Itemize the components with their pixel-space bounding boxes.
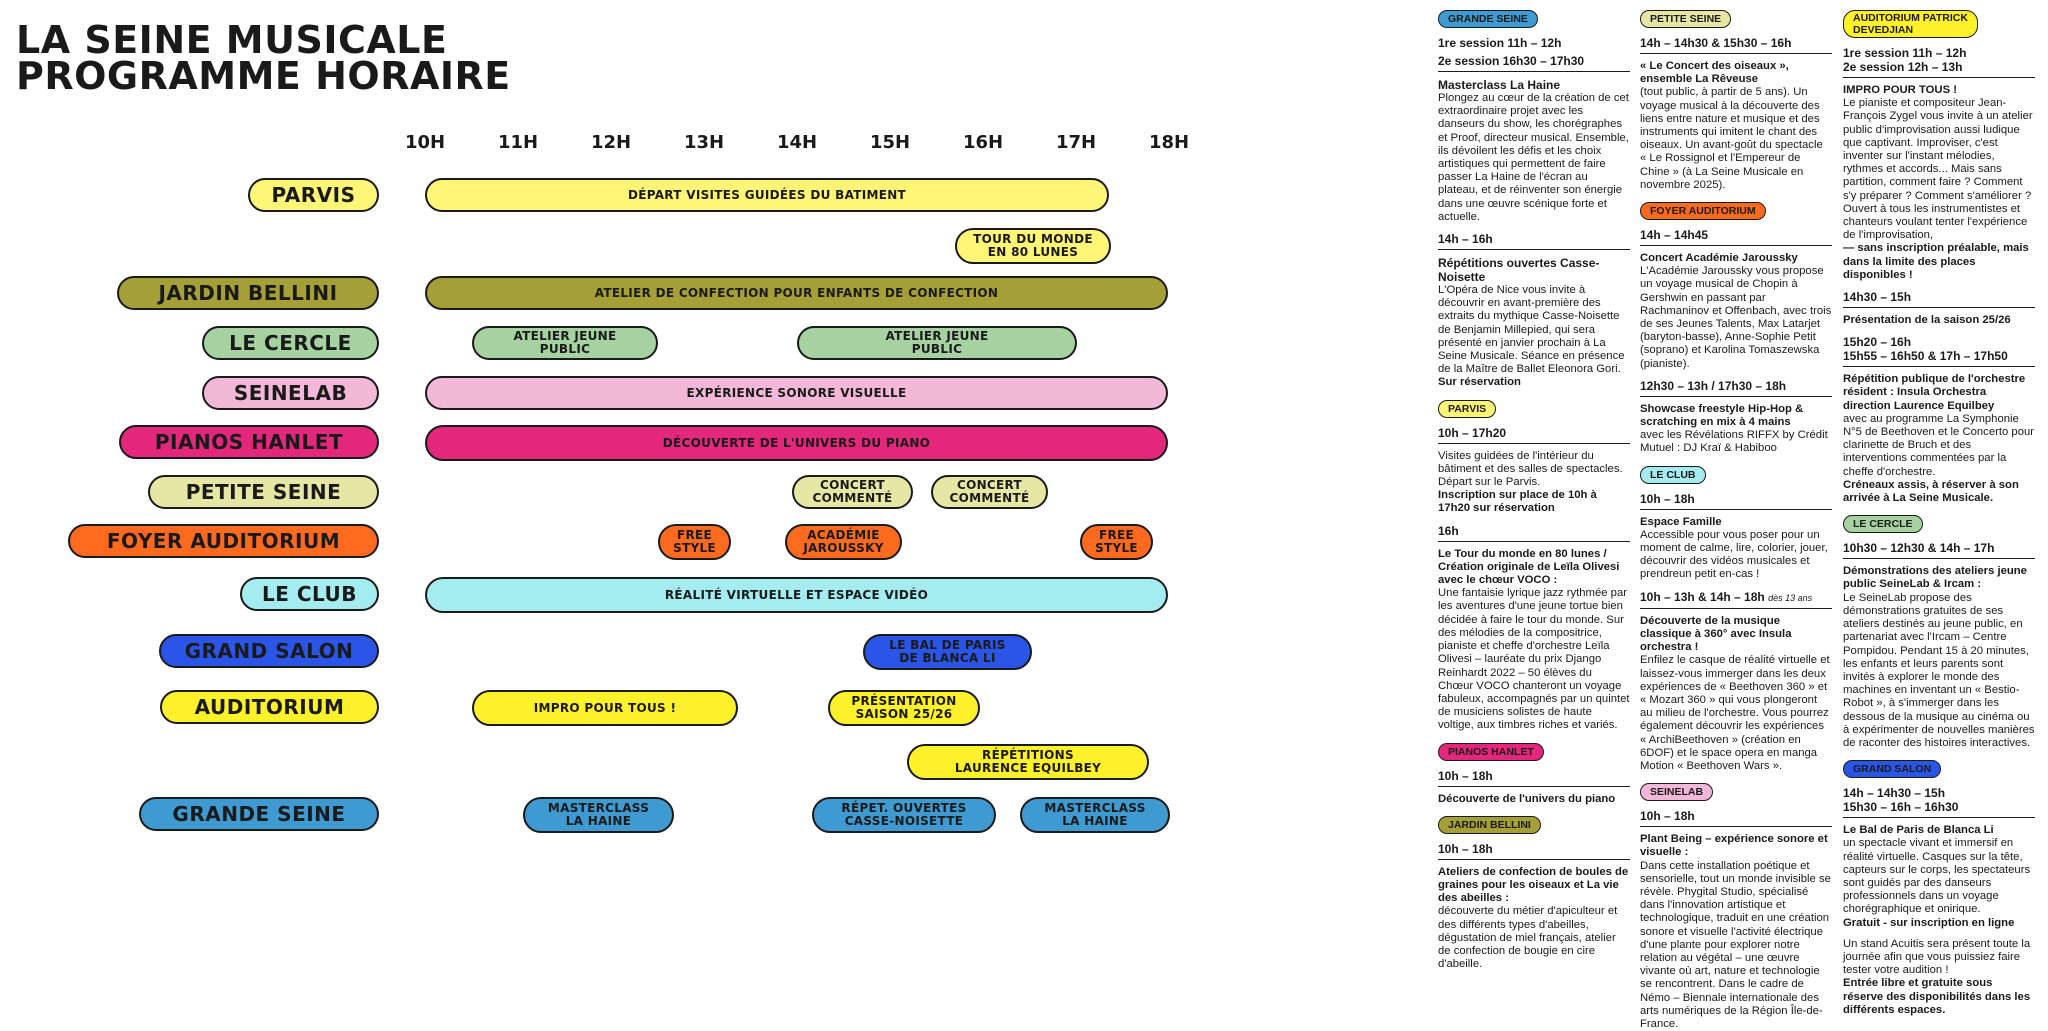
event-description: Enfilez le casque de réalité virtuelle et laissez-vous immerger dans les deux expériences de « Beethoven 360 » et « Mozart 360 » qui vous plongeront au milieu de l'orchestre. Vous pourrez également découvrir les expériences « ArchiBeethoven » (création en 6DOF) et le space opera en manga Motion « Beethoven Wars ». [1640, 654, 1830, 772]
title-line-2: PROGRAMME HORAIRE [16, 54, 511, 98]
event-label: TOUR DU MONDE [973, 232, 1093, 246]
hour-label: 14H [776, 132, 818, 153]
time-label: 15h30 – 16h – 16h30 [1843, 800, 2035, 818]
page-title [16, 18, 511, 98]
event-label: PUBLIC [911, 342, 963, 356]
event-description: découverte du métier d'apiculteur et des différents types d'abeilles, dégustation de miel français, atelier de confection de bougie en cire d'abeille. [1438, 905, 1618, 971]
event-description: Visites guidées de l'intérieur du bâtiment et des salles de spectacles. Départ sur le Parvis. [1438, 449, 1623, 489]
time-label: 16h [1438, 524, 1630, 542]
event-label: JAROUSSKY [803, 541, 884, 555]
event-description: Un stand Acuitis sera présent toute la journée afin que vous puissiez faire tester votre audition ! [1843, 937, 2031, 977]
time-label: 14h30 – 15h [1843, 290, 2035, 308]
event-note: Créneaux assis, à réserver à son arrivée à La Seine Musicale. [1843, 478, 2019, 505]
time-label: 2e session 16h30 – 17h30 [1438, 54, 1630, 72]
event-label: FREE [676, 528, 713, 542]
event-label: LA HAINE [1062, 814, 1128, 828]
event-heading: Masterclass La Haine [1438, 78, 1561, 92]
event-masterclass-1 [523, 797, 674, 833]
event-note: Entrée libre et gratuite sous réserve des disponibilités dans les différents espaces. [1843, 977, 2031, 1016]
event-label: SAISON 25/26 [855, 707, 953, 721]
event-concert-commente-2 [931, 475, 1048, 509]
event-label: CASSE-NOISETTE [844, 814, 964, 828]
venue-petite-seine: PETITE SEINE [148, 475, 379, 509]
event-description: L'Académie Jaroussky vous propose un voyage musical de Chopin à Gershwin en passant par Rachmaninov et Offenbach, avec trois de ses Jeunes Talents, Max Latarjet (baryton-basse), Anne-Sophie Petit (soprano) et Karolina Tomaszewska (pianiste). [1640, 265, 1832, 370]
event-decouverte-piano: DÉCOUVERTE DE L'UNIVERS DU PIANO [425, 425, 1168, 461]
time-label: 2e session 12h – 13h [1843, 60, 2035, 78]
tag-le-club: LE CLUB [1640, 466, 1706, 484]
event-description: un spectacle vivant et immersif en réalité virtuelle. Casques sur la tête, capteurs sur le corps, les spectateurs sont guidés par des danseurs professionnels dans un voyage chorégraphique et onirique. [1843, 837, 2031, 916]
tag-label: AUDITORIUM PATRICK [1853, 12, 1968, 24]
event-heading: Le Bal de Paris de Blanca Li [1843, 824, 1994, 837]
details-column-3 [1843, 8, 2035, 1017]
time-label: 15h55 – 16h50 & 17h – 17h50 [1843, 349, 2035, 367]
event-label: MASTERCLASS [1044, 801, 1146, 815]
event-label: CONCERT [956, 478, 1023, 492]
event-free-style-2 [1080, 524, 1153, 560]
event-label: STYLE [673, 541, 716, 555]
hour-label: 12H [590, 132, 632, 153]
venue-jardin-bellini: JARDIN BELLINI [117, 276, 379, 310]
venue-le-club: LE CLUB [240, 577, 379, 611]
venue-pianos-hanlet: PIANOS HANLET [119, 425, 379, 459]
hour-label: 13H [683, 132, 725, 153]
tag-parvis: PARVIS [1438, 400, 1496, 418]
time-label: 12h30 – 13h / 17h30 – 18h [1640, 379, 1832, 397]
event-atelier-jeune-public-1 [472, 326, 658, 360]
time-label: 14h – 16h [1438, 232, 1630, 250]
event-heading: Répétitions ouvertes Casse-Noisette [1438, 256, 1600, 285]
venue-grand-salon: GRAND SALON [159, 634, 379, 668]
event-concert-commente-1 [792, 475, 913, 509]
time-label: 10h – 17h20 [1438, 426, 1630, 444]
event-description: Accessible pour vous poser pour un moment de calme, lire, colorier, jouer, découvrir des vidéos musicales et prendreun petit en-cas ! [1640, 528, 1828, 581]
tag-auditorium-patrick-devedjian [1843, 10, 1978, 38]
event-label: RÉPET. OUVERTES [841, 801, 967, 815]
event-heading: Ateliers de confection de boules de graines pour les oiseaux et La vie des abeilles : [1438, 865, 1629, 905]
time-value: 10h – 13h & 14h – 18h [1640, 589, 1765, 604]
tag-jardin-bellini: JARDIN BELLINI [1438, 816, 1541, 834]
event-description: Une fantaisie lyrique jazz rythmée par les aventures d'une jeune tortue bien décidée à faire le tour du monde. Sur des mélodies de la compositrice, pianiste et cheffe d'orchestre Leïla Olivesi – lauréate du prix Django Reinhardt 2022 – 50 élèves du Chœur VOCO chanteront un voyage fabuleux, accompagnés par un quintet de musiciens solistes de haute voltige, aux timbres riches et variés. [1438, 587, 1630, 732]
event-description: Découverte de l'univers du piano [1438, 792, 1616, 805]
event-free-style-1 [658, 524, 731, 560]
event-description: Le SeineLab propose des démonstrations gratuites de ses ateliers destinés au jeune public, en partenariat avec l'Ircam – Centre Pompidou. Pendant 15 à 20 minutes, les enfants et leurs parents sont invités à explorer le monde des machines en inventant un « Bestio-Robot », à s'immerger dans les dessous de la musique au cinéma ou à expérimenter de nouvelles manières de raconter des histoires interactives. [1843, 591, 2035, 749]
event-presentation-saison [828, 690, 980, 726]
event-label: LAURENCE EQUILBEY [954, 761, 1102, 775]
event-bal-de-paris [863, 634, 1032, 670]
event-masterclass-2 [1020, 797, 1170, 833]
event-heading: Showcase freestyle Hip-Hop & scratching en mix à 4 mains [1640, 402, 1804, 429]
event-label: ACADÉMIE [807, 528, 880, 542]
tag-grande-seine: GRANDE SEINE [1438, 10, 1538, 28]
time-label: 10h30 – 12h30 & 14h – 17h [1843, 541, 2035, 559]
event-note: — sans inscription préalable, mais dans la limite des places disponibles ! [1843, 242, 2029, 281]
venue-foyer-auditorium: FOYER AUDITORIUM [68, 524, 379, 558]
event-label: MASTERCLASS [547, 801, 650, 815]
event-heading: « Le Concert des oiseaux », ensemble La Rêveuse [1640, 60, 1789, 86]
event-academie-jaroussky [785, 524, 902, 560]
event-label: PRÉSENTATION [851, 694, 957, 708]
age-note: dès 13 ans [1768, 592, 1813, 603]
event-atelier-jeune-public-2 [797, 326, 1077, 360]
tag-foyer-auditorium: FOYER AUDITORIUM [1640, 202, 1766, 220]
hour-label: 11H [497, 132, 539, 153]
event-tour-du-monde [955, 228, 1111, 264]
event-atelier-confection: ATELIER DE CONFECTION POUR ENFANTS DE CONFECTION [425, 276, 1168, 310]
event-heading: Plant Being – expérience sonore et visuelle : [1640, 833, 1828, 859]
event-heading: Répétition publique de l'orchestre résident : Insula Orchestra direction Laurence Equilbey [1843, 373, 2026, 412]
hour-label: 16H [962, 132, 1004, 153]
event-visites-guidees: DÉPART VISITES GUIDÉES DU BATIMENT [425, 178, 1109, 212]
time-label: 14h – 14h45 [1640, 228, 1832, 246]
tag-petite-seine: PETITE SEINE [1640, 10, 1731, 28]
event-description: (tout public, à partir de 5 ans). Un voyage musical à la découverte des liens entre nature et musique et des instruments qui imitent le chant des oiseaux. Un avant-goût du spectacle « Le Rossignol et l'Empereur de Chine » (à La Seine Musicale en novembre 2025). [1640, 86, 1823, 191]
time-label: 1re session 11h – 12h [1438, 36, 1562, 50]
hour-label: 15H [869, 132, 911, 153]
event-realite-virtuelle: RÉALITÉ VIRTUELLE ET ESPACE VIDÉO [425, 577, 1168, 613]
event-experience-sonore: EXPÉRIENCE SONORE VISUELLE [425, 376, 1168, 410]
event-label: EN 80 LUNES [987, 245, 1079, 259]
event-heading: Espace Famille [1640, 515, 1722, 528]
tag-grand-salon: GRAND SALON [1843, 760, 1941, 778]
tag-label: DEVEDJIAN [1853, 24, 1914, 36]
time-label: 14h – 14h30 – 15h [1843, 786, 1946, 801]
event-label: FREE [1098, 528, 1135, 542]
venue-parvis: PARVIS [248, 178, 379, 212]
details-column-2 [1640, 8, 1832, 1031]
venue-le-cercle: LE CERCLE [202, 326, 379, 360]
time-label [1640, 590, 1832, 609]
event-impro-pour-tous: IMPRO POUR TOUS ! [472, 690, 738, 726]
event-description: avec les Révélations RIFFX by Crédit Mutuel : DJ Kraï & Habiboo [1640, 429, 1828, 455]
event-label: CONCERT [819, 478, 886, 492]
event-description: Le pianiste et compositeur Jean-François Zygel vous invite à un atelier public d'improvisation aussi ludique que captivant. Improviser, c'est inventer sur l'instant mélodies, rythmes et accords... Mais sans partition, comment faire ? Comment s'y préparer ? Comment s'améliorer ? Ouvert à tous les instrumentistes et chanteurs voulant tenter l'expérience de l'improvisation, [1843, 97, 2033, 242]
event-repetitions-equilbey [907, 744, 1149, 780]
tag-seinelab: SEINELAB [1640, 783, 1713, 801]
event-description: Dans cette installation poétique et sensorielle, tout un monde invisible se révèle. Phygital Studio, spécialisé dans l'innovation artistique et technologique, traduit en une création sonore et visuelle l'activité électrique d'une plante pour explorer notre relation au végétal – une œuvre vivante où art, nature et technologie se rencontrent. Dans le cadre de Némo – Biennale internationale des arts numériques de la Région Île-de-France. [1640, 859, 1831, 1030]
event-label: COMMENTÉ [949, 491, 1030, 505]
event-description: Plongez au cœur de la création de cet extraordinaire projet avec les danseurs du show, les chorégraphes et Proof, directeur musical. Ensemble, ils dévoilent les défis et les choix artistiques qui permettent de faire passer La Haine de l'écran au plateau, et de réinventer son énergie dans une œuvre scénique forte et actuelle. [1438, 92, 1629, 223]
venue-grande-seine: GRANDE SEINE [139, 797, 379, 831]
event-heading: Concert Académie Jaroussky [1640, 252, 1798, 265]
event-label: ATELIER JEUNE [885, 329, 989, 343]
reservation-note: Inscription sur place de 10h à 17h20 sur réservation [1438, 489, 1597, 515]
tag-pianos-hanlet: PIANOS HANLET [1438, 743, 1544, 761]
reservation-note: Sur réservation [1438, 376, 1521, 389]
venue-seinelab: SEINELAB [202, 376, 379, 410]
event-heading: Le Tour du monde en 80 lunes / Création originale de Leïla Olivesi avec le chœur VOCO : [1438, 547, 1620, 587]
event-description: avec au programme La Symphonie N°5 de Beethoven et le Concerto pour clarinette de Bruch et des interventions commentées par la cheffe d'orchestre. [1843, 412, 2035, 478]
event-label: LA HAINE [565, 814, 632, 828]
event-label: RÉPÉTITIONS [982, 748, 1074, 762]
hour-label: 18H [1148, 132, 1190, 153]
tag-le-cercle: LE CERCLE [1843, 515, 1923, 533]
venue-auditorium: AUDITORIUM [160, 690, 379, 724]
event-heading: IMPRO POUR TOUS ! [1843, 84, 1958, 96]
event-label: STYLE [1095, 541, 1138, 555]
time-label: 1re session 11h – 12h [1843, 46, 1967, 60]
event-label: COMMENTÉ [812, 491, 893, 505]
time-label: 14h – 14h30 & 15h30 – 16h [1640, 36, 1832, 54]
event-heading: Démonstrations des ateliers jeune public SeineLab & Ircam : [1843, 565, 2027, 591]
time-label: 10h – 18h [1438, 842, 1630, 860]
event-description: L'Opéra de Nice vous invite à découvrir en avant-première des extraits du mythique Casse-Noisette de Benjamin Millepied, qui sera présenté en janvier prochain à La Seine Musicale. Séance en présence de la Maître de Ballet Eleonora Gori. [1438, 284, 1625, 376]
details-column-1 [1438, 8, 1630, 971]
title-line-1: LA SEINE MUSICALE [16, 18, 448, 62]
event-label: LE BAL DE PARIS [889, 638, 1006, 652]
event-label: ATELIER JEUNE [513, 329, 617, 343]
time-label: 10h – 18h [1438, 769, 1630, 787]
hour-label: 17H [1055, 132, 1097, 153]
time-label: 10h – 18h [1640, 492, 1832, 510]
event-heading: Découverte de la musique classique à 360° avec Insula orchestra ! [1640, 614, 1792, 654]
time-label: 10h – 18h [1640, 809, 1832, 827]
hour-label: 10H [404, 132, 446, 153]
time-label: 15h20 – 16h [1843, 335, 1912, 350]
event-label: PUBLIC [539, 342, 591, 356]
event-repet-casse-noisette [812, 797, 996, 833]
event-note: Gratuit - sur inscription en ligne [1843, 916, 2015, 929]
event-heading: Présentation de la saison 25/26 [1843, 314, 2011, 327]
event-label: DE BLANCA LI [899, 651, 996, 665]
